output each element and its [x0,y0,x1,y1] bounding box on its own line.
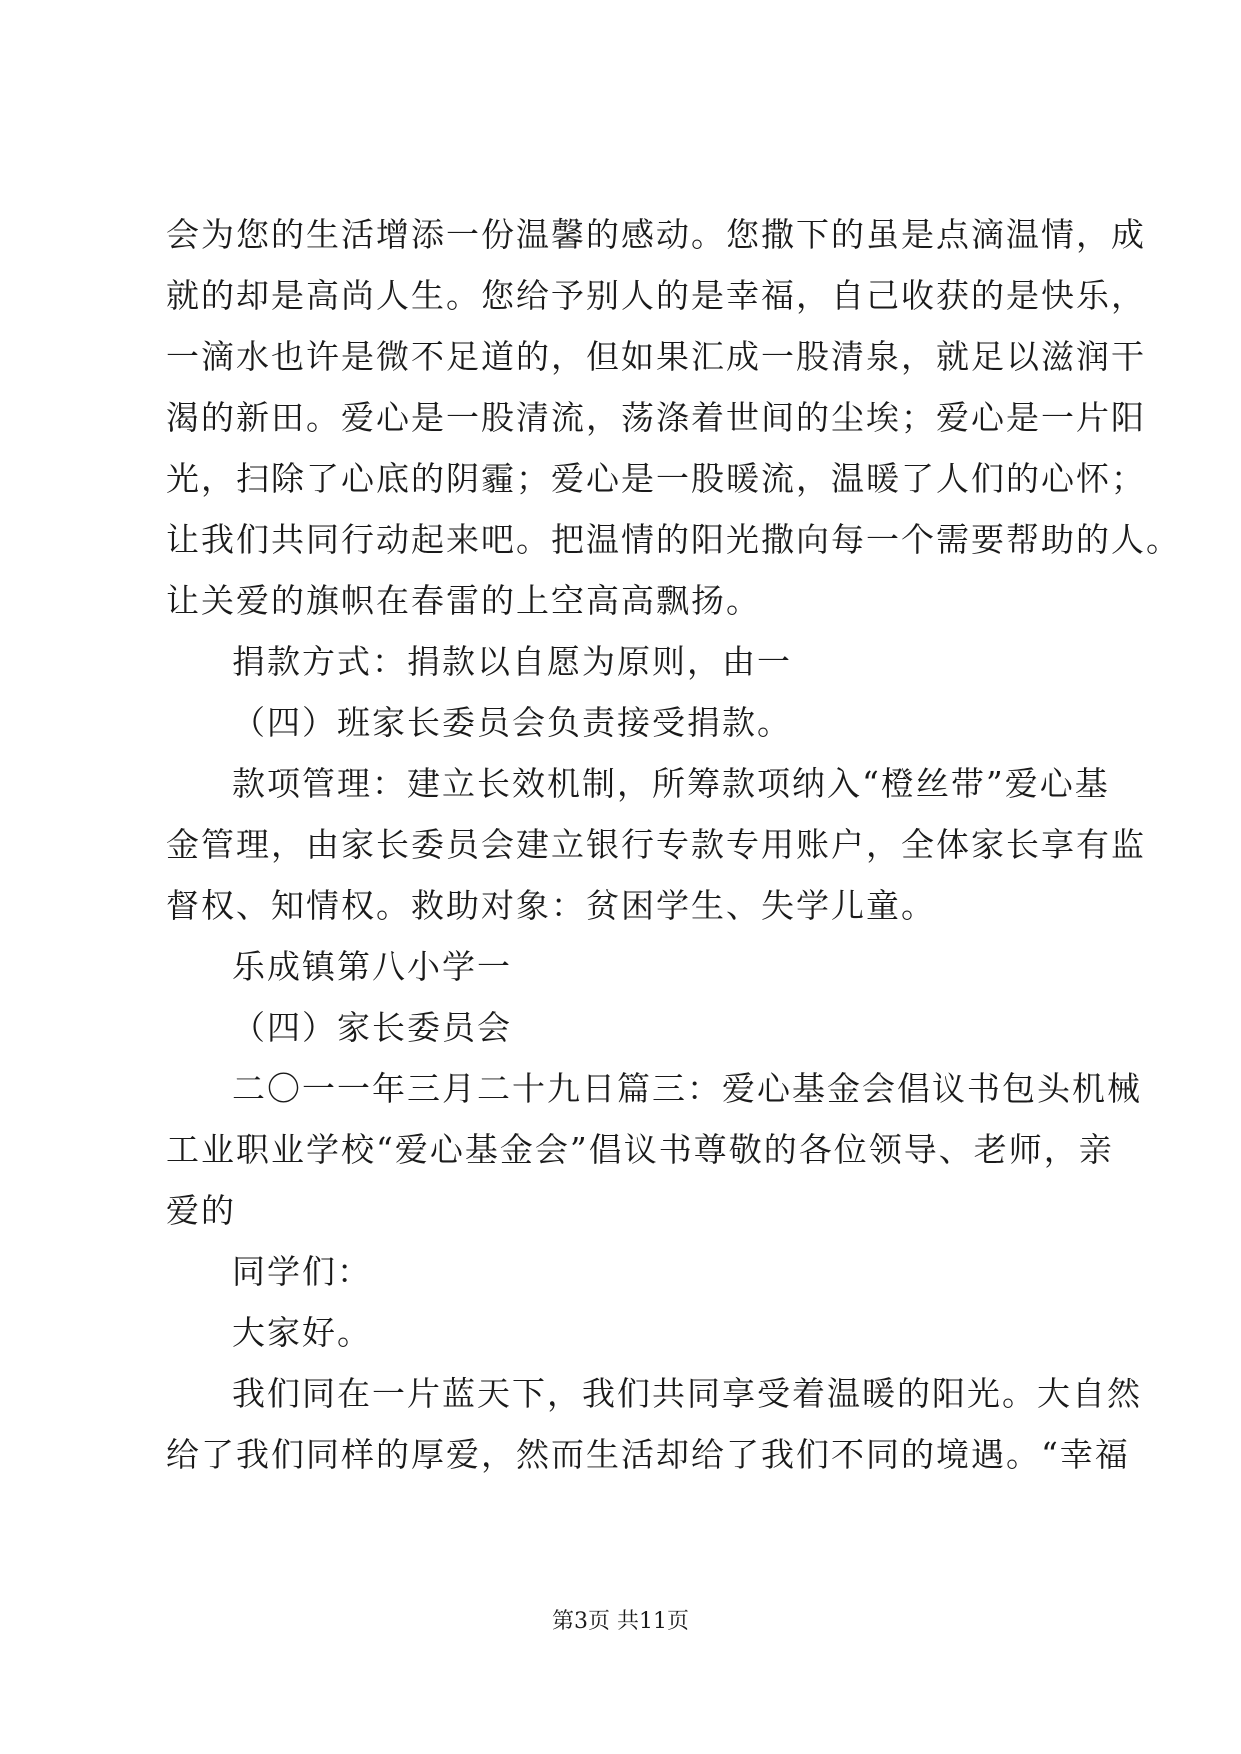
text-line: 大家好。 [232,1313,372,1352]
text-line: 工业职业学校“爱心基金会”倡议书尊敬的各位领导、老师，亲 [166,1130,1114,1169]
text-line: 二〇一一年三月二十九日篇三：爱心基金会倡议书包头机械 [232,1069,1142,1108]
text-line: 会为您的生活增添一份温馨的感动。您撒下的虽是点滴温情，成 [166,215,1146,254]
text-line: 光，扫除了心底的阴霾；爱心是一股暖流，温暖了人们的心怀； [166,459,1146,498]
text-line: （四）家长委员会 [232,1008,512,1047]
text-line: 渴的新田。爱心是一股清流，荡涤着世间的尘埃；爱心是一片阳 [166,398,1146,437]
page-footer: 第3页 共11页 [552,1609,689,1634]
text-line: （四）班家长委员会负责接受捐款。 [232,703,792,742]
text-line: 就的却是高尚人生。您给予别人的是幸福，自己收获的是快乐， [166,276,1146,315]
text-line: 让关爱的旗帜在春雷的上空高高飘扬。 [166,581,761,620]
text-line: 督权、知情权。救助对象：贫困学生、失学儿童。 [166,886,936,925]
text-line: 我们同在一片蓝天下，我们共同享受着温暖的阳光。大自然 [232,1374,1142,1413]
text-line: 捐款方式：捐款以自愿为原则，由一 [232,642,792,681]
text-line: 款项管理：建立长效机制，所筹款项纳入“橙丝带”爱心基 [232,764,1110,803]
text-line: 给了我们同样的厚爱，然而生活却给了我们不同的境遇。“幸福 [166,1435,1130,1474]
text-line: 乐成镇第八小学一 [232,947,512,986]
text-line: 金管理，由家长委员会建立银行专款专用账户，全体家长享有监 [166,825,1146,864]
text-line: 让我们共同行动起来吧。把温情的阳光撒向每一个需要帮助的人。 [166,520,1181,559]
text-line: 爱的 [166,1191,236,1230]
text-line: 一滴水也许是微不足道的，但如果汇成一股清泉，就足以滋润干 [166,337,1146,376]
text-line: 同学们： [232,1252,372,1291]
